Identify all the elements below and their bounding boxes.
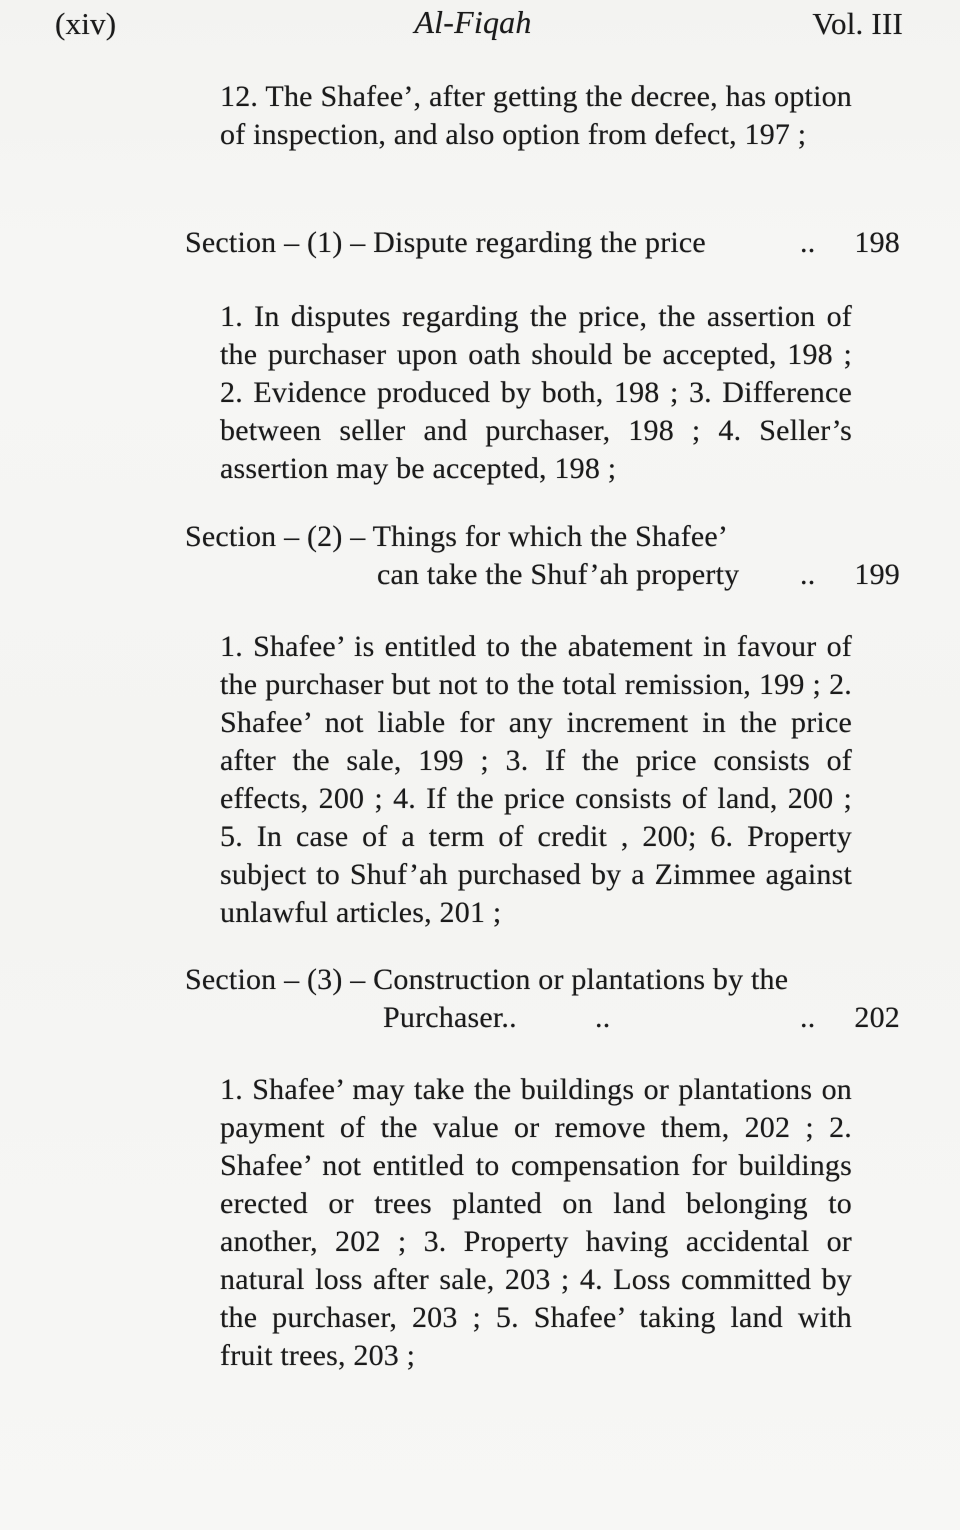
section-3-heading: Section – (3) – Construction or plantations by the — [185, 963, 789, 996]
section-3-heading-cont-row — [185, 999, 900, 1037]
book-title: Al-Fiqah — [414, 4, 532, 40]
section-2-heading-cont-row — [185, 556, 900, 594]
volume-label: Vol. III — [812, 6, 903, 41]
section-1-leader-dots: .. — [800, 226, 816, 259]
section-3-mid-leader-dots: .. — [595, 1001, 611, 1034]
toc-item-12: 12. The Shafee’, after getting the decree, has option of inspection, and also option from defect, 197 ; — [220, 80, 852, 151]
section-2-leader-dots: .. — [800, 558, 816, 591]
section-3-page-number: 202 — [854, 1001, 900, 1034]
section-1-summary: 1. In disputes regarding the price, the assertion of the purchaser upon oath should be accepted, 198 ; 2. Evidence produced by both, 198 ; 3. Difference between seller and purchaser, 198 ; 4. Seller’s assertion may be accepted, 198 ; — [220, 300, 852, 485]
section-3-heading-continuation: Purchaser.. — [383, 1001, 517, 1034]
section-2-heading-row — [185, 518, 900, 556]
folio-number: (xiv) — [55, 6, 117, 41]
section-2-heading: Section – (2) – Things for which the Shafee’ — [185, 520, 729, 553]
section-2-heading-continuation: can take the Shuf’ah property — [377, 558, 740, 591]
section-2-summary: 1. Shafee’ is entitled to the abatement in favour of the purchaser but not to the total remission, 199 ; 2. Shafee’ not liable for any increment in the price after the sale, 199 ; 3. If the price consists of effects, 200 ; 4. If the price consists of land, 200 ; 5. In case of a term of credit , 200; 6. Property subject to Shuf’ah purchased by a Zimmee against unlawful articles, 201 ; — [220, 630, 852, 929]
section-3-leader-dots: .. — [800, 1001, 816, 1034]
section-2-page-number: 199 — [854, 558, 900, 591]
section-3-summary: 1. Shafee’ may take the buildings or plantations on payment of the value or remove them, 202 ; 2. Shafee’ not entitled to compensation for buildings erected or trees planted on land belonging to another, 202 ; 3. Property having accidental or natural loss after sale, 203 ; 4. Loss committed by the purchaser, 203 ; 5. Shafee’ taking land with fruit trees, 203 ; — [220, 1073, 852, 1372]
section-1-heading-row — [185, 224, 900, 262]
section-3-heading-row — [185, 961, 900, 999]
section-1-heading: Section – (1) – Dispute regarding the price — [185, 226, 706, 259]
section-1-page-number: 198 — [854, 226, 900, 259]
